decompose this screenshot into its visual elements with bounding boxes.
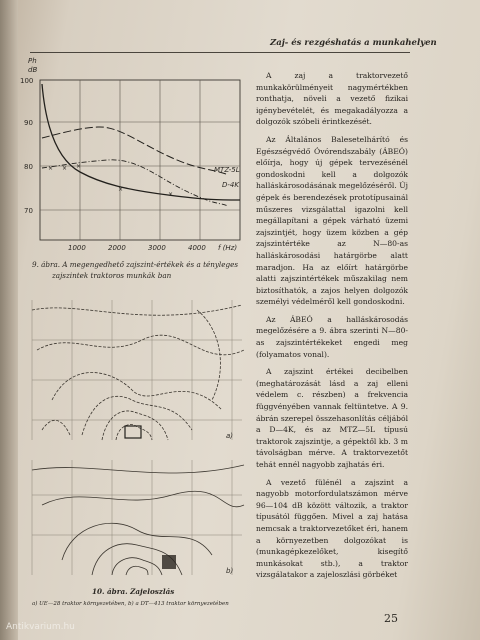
figure-9-caption-line1: 9. ábra. A megengedhető zajszint-értékek és a tényleges bbox=[32, 260, 239, 269]
book-spine-shadow bbox=[0, 0, 18, 640]
figure-9-chart bbox=[18, 50, 258, 250]
page-number: 25 bbox=[384, 612, 398, 625]
figure-10-caption-title: 10. ábra. Zajeloszlás bbox=[92, 587, 175, 596]
y-tick-80: 80 bbox=[24, 163, 33, 171]
running-header: Zaj- és rezgéshatás a munkahelyen bbox=[270, 38, 437, 48]
figure-10a-contour-map bbox=[22, 290, 252, 450]
svg-text:×: × bbox=[76, 163, 82, 170]
y-tick-70: 70 bbox=[24, 207, 33, 215]
svg-text:×: × bbox=[48, 165, 54, 172]
x-tick-2000: 2000 bbox=[108, 244, 126, 252]
figure-10-caption-sub: a) UE—28 traktor környezetében, b) a DT—413 traktor környezetében bbox=[32, 601, 229, 607]
label-d4k: D-4K bbox=[222, 181, 239, 189]
svg-text:×: × bbox=[118, 186, 124, 193]
x-tick-1000: 1000 bbox=[68, 244, 86, 252]
paragraph-1: A zaj a traktorvezető munkakörülményeit nagymértékben ronthatja, növeli a vezető fizikai igénybevételét, és megakadályozza a dolgozók szóbeli érintkezését. bbox=[256, 71, 408, 127]
x-tick-3000: 3000 bbox=[148, 244, 166, 252]
paragraph-3: Az ÁBEÓ a halláskárosodás megelőzésére a 9. ábra szerinti N—80-as zajszintértékeket engedi meg (folyamatos vonal). bbox=[256, 314, 408, 359]
label-mtz5l: MTZ-5L bbox=[214, 166, 240, 174]
svg-text:×: × bbox=[62, 165, 68, 172]
watermark: Antikvarium.hu bbox=[6, 622, 75, 632]
y-unit-bottom: dB bbox=[28, 66, 38, 74]
figure-10b-label: b) bbox=[226, 567, 234, 575]
y-tick-100: 100 bbox=[20, 77, 34, 85]
figure-10b-contour-map bbox=[22, 455, 252, 585]
x-tick-4000: 4000 bbox=[188, 244, 206, 252]
figure-10a-label: a) bbox=[226, 432, 234, 440]
paragraph-2: Az Általános Balesetelhárító és Egészségvédő Óvórendszabály (ÁBEÓ) előírja, hogy új gépek tervezésénél gondoskodni kell a dolgozók halláskárosodásának megelőzéséről. Új gépek és berendezések prototípusainál műszeres vizsgálattal igazolni kell megállapítani a gépek várható üzemi zajszintjét, hogy üzem közben a gép zajszintértéke az N—80-as halláskárosodási határgörbe alatt maradjon. Ha az előírt határgörbe alatti zajszintértékek műszakilag nem biztosíthatók, a zajos helyen dolgozók személyi védelméről kell gondoskodni. bbox=[256, 134, 408, 307]
figure-9-caption-line2: zajszintek traktoros munkák ban bbox=[52, 271, 172, 280]
paragraph-5: A vezető fülénél a zajszint a nagyobb motorfordulatszámon mérve 96—104 dB között változik, a traktor típusától függően. Mivel a zaj hatása nemcsak a traktorvezetőket éri, hanem a környezetben dolgozókat is (munkagépkezelőket, kisegítő munkásokat stb.), a traktor vizsgálatakor a zajeloszlási görbéket bbox=[256, 477, 408, 580]
paragraph-4: A zajszint értékei decibelben (meghatározását lásd a zaj elleni védelem c. részben) a frekvencia függvényében vannak feltüntetve. A 9. ábrán szerepel összehasonlítás céljából a D—4K, és az MTZ—5L típusú traktorok zajszintje, a gépektől kb. 3 m távolságban mérve. A traktorvezetőt tehát ennél nagyobb zajhatás éri. bbox=[256, 367, 408, 469]
y-tick-90: 90 bbox=[24, 119, 33, 127]
y-unit-top: Ph bbox=[28, 57, 37, 65]
body-text-column bbox=[256, 70, 408, 587]
x-axis-unit: f (Hz) bbox=[218, 244, 238, 252]
curve-mtz5l bbox=[42, 127, 226, 174]
svg-text:×: × bbox=[168, 191, 174, 198]
